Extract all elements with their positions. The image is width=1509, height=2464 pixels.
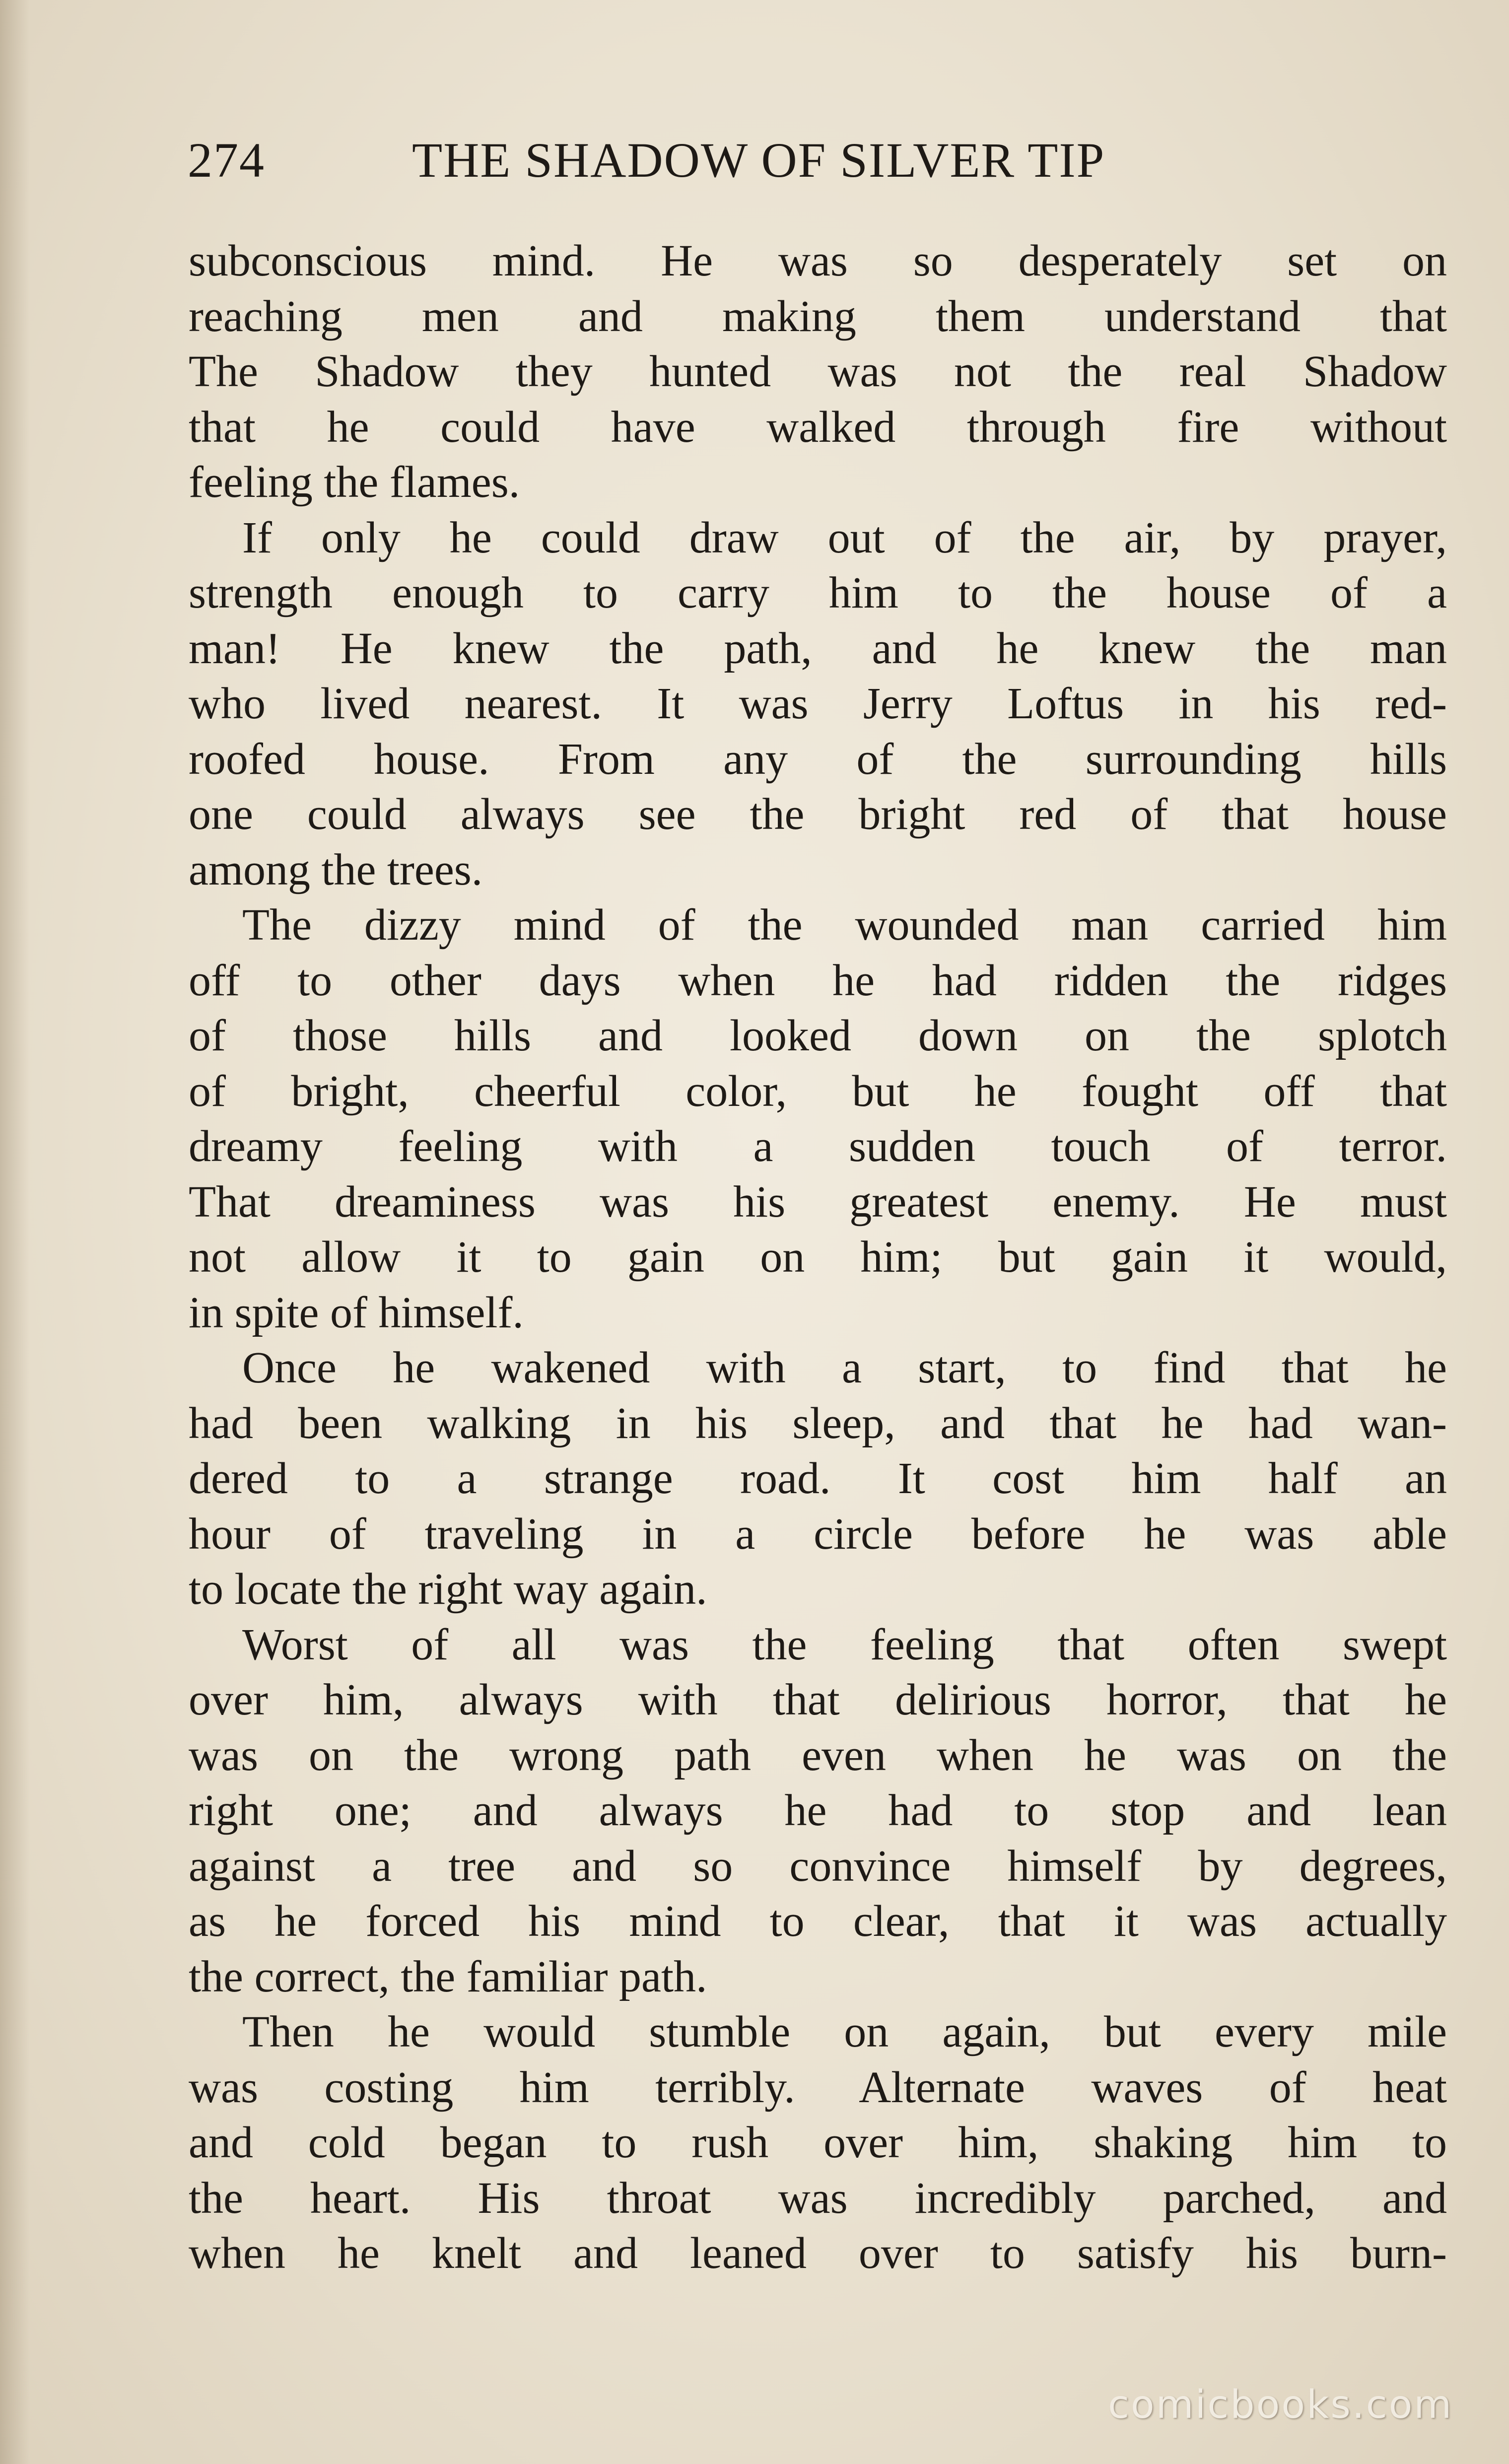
text-line: one could always see the bright red of that house (189, 790, 1447, 839)
text-line: right one; and always he had to stop and lean (189, 1786, 1447, 1835)
text-line: If only he could draw out of the air, by prayer, (242, 513, 1447, 562)
text-line: was on the wrong path even when he was on the (189, 1730, 1447, 1780)
text-line: not allow it to gain on him; but gain it would, (189, 1232, 1447, 1282)
text-line: reaching men and making them understand that (189, 291, 1447, 341)
text-line: Once he wakened with a start, to find that he (242, 1343, 1447, 1392)
text-line: among the trees. (189, 845, 483, 894)
text-line: That dreaminess was his greatest enemy. He must (189, 1177, 1447, 1227)
page-edge-shadow (0, 0, 30, 2464)
text-line: who lived nearest. It was Jerry Loftus in his red- (189, 679, 1447, 728)
running-title: THE SHADOW OF SILVER TIP (412, 133, 1105, 188)
text-line: over him, always with that delirious horror, that he (189, 1675, 1447, 1724)
page-number: 274 (188, 133, 265, 188)
watermark: comicbooks.com (1108, 2383, 1453, 2427)
body-text (189, 233, 1447, 2281)
text-line: The Shadow they hunted was not the real Shadow (189, 347, 1447, 396)
text-line: feeling the flames. (189, 458, 520, 507)
text-line: off to other days when he had ridden the ridges (189, 956, 1447, 1005)
text-line: the correct, the familiar path. (189, 1952, 707, 2001)
text-line: roofed house. From any of the surrounding hills (189, 734, 1447, 784)
text-line: hour of traveling in a circle before he was able (189, 1509, 1447, 1559)
running-header (188, 128, 1448, 193)
text-line: was costing him terribly. Alternate waves of heat (189, 2062, 1447, 2112)
text-line: dreamy feeling with a sudden touch of terror. (189, 1122, 1447, 1171)
text-line: and cold began to rush over him, shaking him to (189, 2118, 1447, 2167)
text-line: of those hills and looked down on the splotch (189, 1011, 1447, 1060)
text-line: Then he would stumble on again, but every mile (242, 2007, 1447, 2056)
text-line: the heart. His throat was incredibly parched, and (189, 2173, 1447, 2223)
text-line: in spite of himself. (189, 1288, 524, 1337)
text-line: against a tree and so convince himself by degrees, (189, 1841, 1447, 1891)
text-line: that he could have walked through fire without (189, 402, 1447, 452)
text-line: subconscious mind. He was so desperately set on (189, 236, 1447, 285)
text-line: strength enough to carry him to the house of a (189, 568, 1447, 617)
text-line: as he forced his mind to clear, that it was actually (189, 1897, 1447, 1946)
text-line: had been walking in his sleep, and that he had wan- (189, 1398, 1447, 1448)
text-line: to locate the right way again. (189, 1565, 707, 1614)
text-line: when he knelt and leaned over to satisfy his burn- (189, 2229, 1447, 2278)
text-line: Worst of all was the feeling that often swept (242, 1620, 1447, 1669)
text-line: man! He knew the path, and he knew the man (189, 623, 1447, 673)
text-line: dered to a strange road. It cost him half an (189, 1454, 1447, 1503)
text-line: The dizzy mind of the wounded man carried him (242, 900, 1447, 950)
text-line: of bright, cheerful color, but he fought off that (189, 1066, 1447, 1116)
